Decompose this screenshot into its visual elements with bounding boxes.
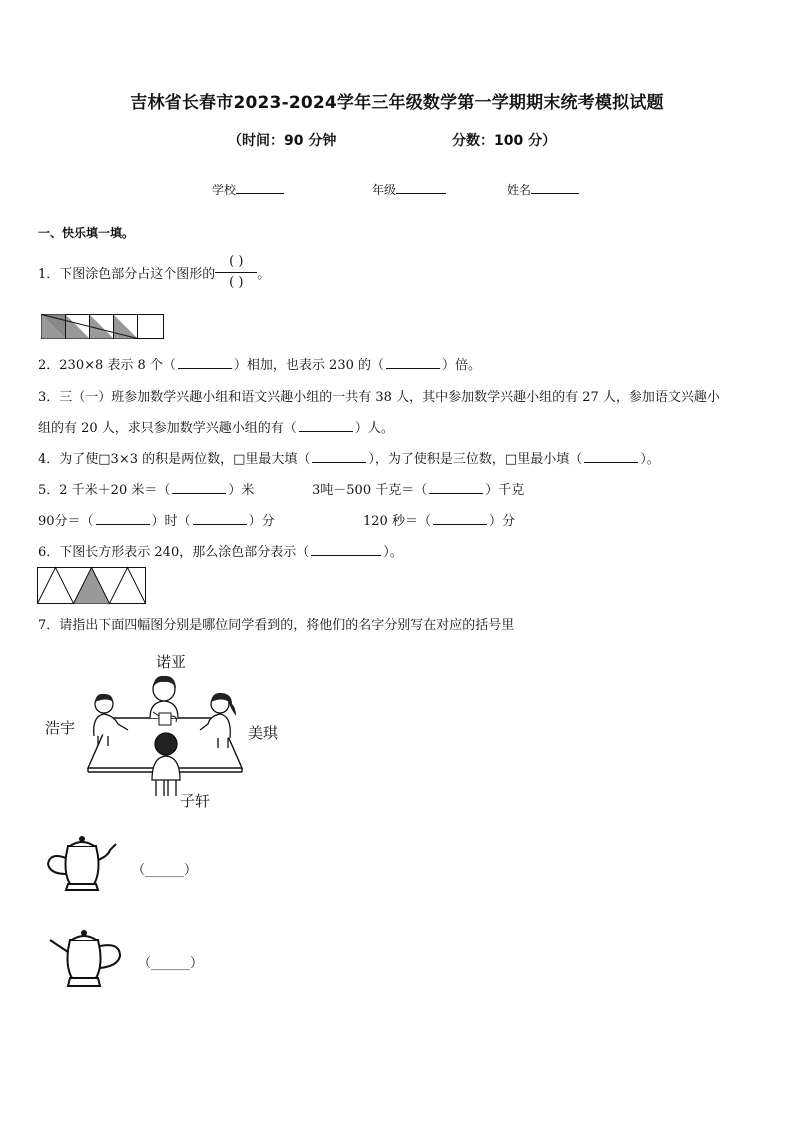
name-right: 美琪 [248, 724, 279, 742]
teapot-view-2-icon [46, 926, 126, 992]
question-3-line-1: 3．三（一）班参加数学兴趣小组和语文兴趣小组的一共有 38 人，其中参加数学兴趣小组的有 27 人，参加语文兴趣小 [38, 390, 720, 405]
q2-text-a: 2．230×8 表示 8 个（ [38, 358, 176, 373]
q1-strip-figure [41, 314, 165, 340]
section-heading: 一、快乐填一填。 [38, 226, 135, 240]
teapot-2-answer[interactable]: （______） [138, 956, 204, 971]
q2-blank-2[interactable] [386, 356, 440, 369]
name-top: 诺亚 [156, 653, 187, 671]
q5-b-text-2: ）千克 [485, 483, 525, 498]
question-7: 7．请指出下面四幅图分别是哪位同学看到的，将他们的名字分别写在对应的括号里 [38, 618, 515, 633]
question-6 [38, 541, 403, 560]
q1-end: 。 [257, 267, 271, 282]
q5-c-text-1: 90分＝（ [38, 514, 94, 529]
q1-numerator: ( ) [229, 254, 244, 269]
q5-a-text-1: 5．2 千米＋20 米＝（ [38, 483, 171, 498]
school-blank[interactable] [236, 181, 284, 194]
boy-bottom-figure [152, 733, 180, 796]
school-field[interactable] [212, 181, 284, 198]
q1-text: 1．下图涂色部分占这个图形的 [38, 267, 216, 282]
q5-b-blank[interactable] [429, 481, 483, 494]
q6-text-b: ）。 [383, 545, 403, 560]
time-label: （时间：90 分钟 [228, 133, 337, 149]
q1-denominator: ( ) [229, 275, 244, 290]
q5-d-text-1: 120 秒＝（ [363, 514, 431, 529]
question-1 [38, 252, 270, 293]
page-title: 吉林省长春市2023-2024学年三年级数学第一学期期末统考模拟试题 [130, 93, 664, 113]
q2-blank-1[interactable] [178, 356, 232, 369]
q6-text-a: 6．下图长方形表示 240，那么涂色部分表示（ [38, 545, 310, 560]
q3-text-b: ）人。 [354, 421, 394, 436]
q4-text-b: ），为了使积是三位数，□里最小填（ [368, 452, 583, 467]
girl-top-figure [150, 676, 178, 718]
q5-a-text-2: ）米 [228, 483, 255, 498]
question-5-part-b [312, 479, 524, 498]
question-3-line-2 [38, 417, 394, 436]
q1-fraction[interactable] [215, 252, 257, 293]
q5-d-text-2: ）分 [488, 514, 515, 529]
name-label: 姓名 [507, 183, 532, 197]
q6-rectangle-figure [37, 567, 147, 605]
q4-text-a: 4．为了使□3×3 的积是两位数，□里最大填（ [38, 452, 311, 467]
table-scene-illustration [80, 672, 250, 802]
question-5-part-d [363, 510, 515, 529]
q3-text-a: 组的有 20 人，求只参加数学兴趣小组的有（ [38, 421, 297, 436]
q5-c-blank-2[interactable] [193, 512, 247, 525]
name-bottom: 子轩 [180, 792, 211, 810]
q5-c-text-3: ）分 [248, 514, 275, 529]
grade-blank[interactable] [396, 181, 446, 194]
q5-a-blank[interactable] [172, 481, 226, 494]
teapot-view-1-icon [46, 832, 122, 896]
q2-text-b: ）相加，也表示 230 的（ [233, 358, 384, 373]
name-left: 浩宇 [45, 719, 76, 737]
q4-blank-2[interactable] [584, 450, 638, 463]
q4-blank-1[interactable] [312, 450, 366, 463]
question-2 [38, 354, 481, 373]
q5-c-blank-1[interactable] [96, 512, 150, 525]
name-field[interactable] [507, 181, 579, 198]
name-blank[interactable] [531, 181, 579, 194]
score-label: 分数：100 分） [452, 133, 557, 149]
q5-c-text-2: ）时（ [151, 514, 191, 529]
q4-text-c: ）。 [640, 452, 660, 467]
question-5-part-c [38, 510, 275, 529]
school-label: 学校 [212, 183, 237, 197]
question-4 [38, 448, 660, 467]
q5-b-text-1: 3吨－500 千克＝（ [312, 483, 428, 498]
q5-d-blank[interactable] [433, 512, 487, 525]
q2-text-c: ）倍。 [442, 358, 482, 373]
grade-label: 年级 [372, 183, 397, 197]
grade-field[interactable] [372, 181, 446, 198]
q3-blank[interactable] [299, 419, 353, 432]
q6-blank[interactable] [311, 543, 381, 556]
teapot-1-answer[interactable]: （______） [132, 863, 198, 878]
question-5-part-a [38, 479, 254, 498]
